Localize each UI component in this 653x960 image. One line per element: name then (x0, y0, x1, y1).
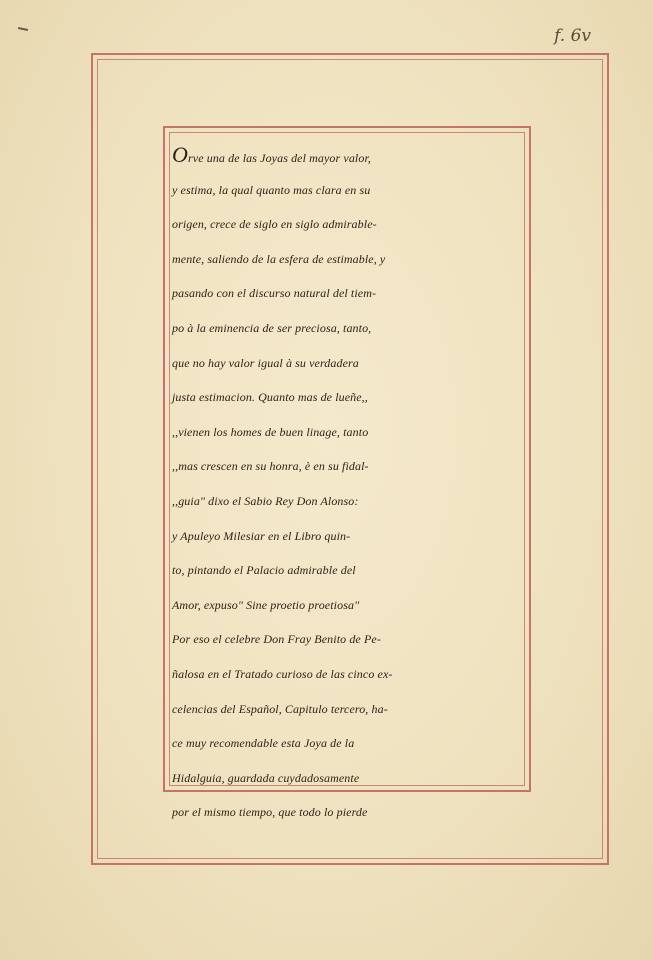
text-line: ,,mas crescen en su honra, è en su fidal- (172, 459, 369, 474)
text-line: ce muy recomendable esta Joya de la (172, 736, 355, 751)
text-line: Orve una de las Joyas del mayor valor, (172, 142, 371, 167)
text-line: celencias del Español, Capitulo tercero, ha- (172, 701, 388, 716)
text-line: justa estimacion. Quanto mas de lueñe,, (172, 390, 368, 405)
margin-mark (18, 27, 28, 31)
text-block (172, 138, 526, 830)
text-line: por el mismo tiempo, que todo lo pierde (172, 805, 368, 820)
text-line: ,,vienen los homes de buen linage, tanto (172, 424, 369, 439)
text-line: po à la eminencia de ser preciosa, tanto, (172, 320, 372, 335)
text-line: origen, crece de siglo en siglo admirable- (172, 217, 377, 232)
text-line: y estima, la qual quanto mas clara en su (172, 182, 371, 197)
text-line: y Apuleyo Milesiar en el Libro quin- (172, 528, 351, 543)
text-line: Hidalguia, guardada cuydadosamente (172, 770, 360, 785)
text-line: Por eso el celebre Don Fray Benito de Pe- (172, 632, 381, 647)
text-line: ñalosa en el Tratado curioso de las cinco ex- (172, 666, 393, 681)
text-line: to, pintando el Palacio admirable del (172, 563, 356, 578)
text-line: pasando con el discurso natural del tiem- (172, 286, 377, 301)
text-line: mente, saliendo de la esfera de estimable, y (172, 251, 386, 266)
text-line: Amor, expuso" Sine proetio proetiosa" (172, 597, 360, 612)
text-line: que no hay valor igual à su verdadera (172, 355, 359, 370)
folio-number: f. 6v (554, 26, 591, 46)
text-line: ,,guia" dixo el Sabio Rey Don Alonso: (172, 493, 359, 508)
